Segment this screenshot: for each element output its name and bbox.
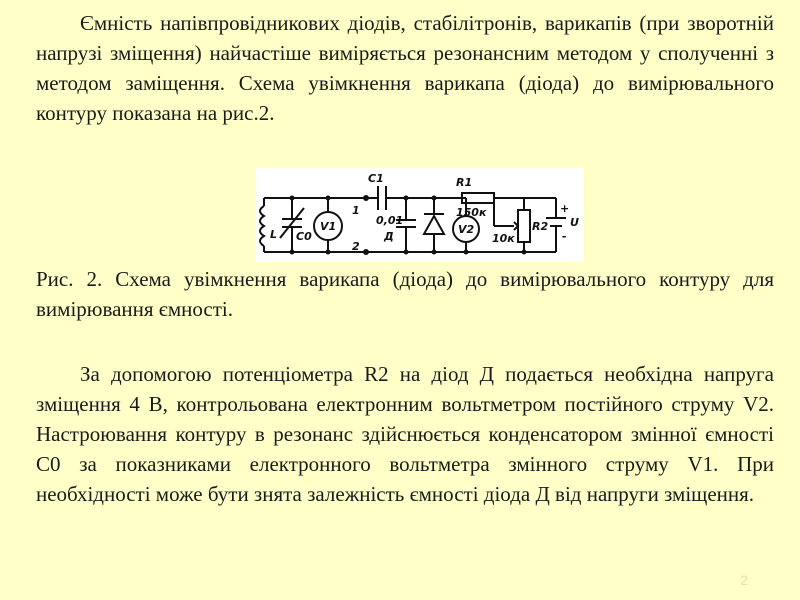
figure-caption: Рис. 2. Схема увімкнення варикапа (діода) до вимірювального контуру для вимірювання ємності. (36, 267, 774, 321)
intro-paragraph: Ємність напівпровідникових діодів, стабілітронів, варикапів (при зворотній напрузі зміщення) найчастіше виміряється резонансним методом у сполученні з методом заміщення. Схема увімкнення варикапа (діода) до вимірювального контуру показана на рис.2. (36, 11, 774, 125)
label-c0: C0 (296, 230, 312, 243)
label-r1-value: 150к (456, 206, 487, 219)
label-v2: V2 (458, 223, 475, 236)
label-r2-value: 10к (492, 232, 515, 245)
circuit-figure (256, 168, 584, 262)
label-minus: - (562, 230, 567, 243)
label-l: L (270, 228, 278, 241)
label-node-1: 1 (352, 204, 360, 217)
page-number: 2 (740, 572, 748, 588)
label-v1: V1 (320, 220, 337, 233)
label-node-2: 2 (352, 240, 360, 253)
label-r2: R2 (532, 220, 549, 233)
label-plus: + (560, 202, 570, 215)
label-diode: Д (384, 230, 394, 243)
label-c1-value: 0,01 (376, 214, 404, 227)
label-r1: R1 (456, 176, 473, 189)
label-c1: C1 (368, 172, 384, 185)
label-u: U (570, 216, 579, 229)
circuit-diagram (256, 168, 584, 262)
method-paragraph: За допомогою потенціометра R2 на діод Д подається необхідна напруга зміщення 4 В, контрольована електронним вольтметром постійного струму V2. Настроювання контуру в резонанс здійснюється конденсатором змінної ємності C0 за показниками електронного вольтметра змінного струму V1. При необхідності може бути знята залежність ємності діода Д від напруги зміщення. (36, 362, 774, 506)
